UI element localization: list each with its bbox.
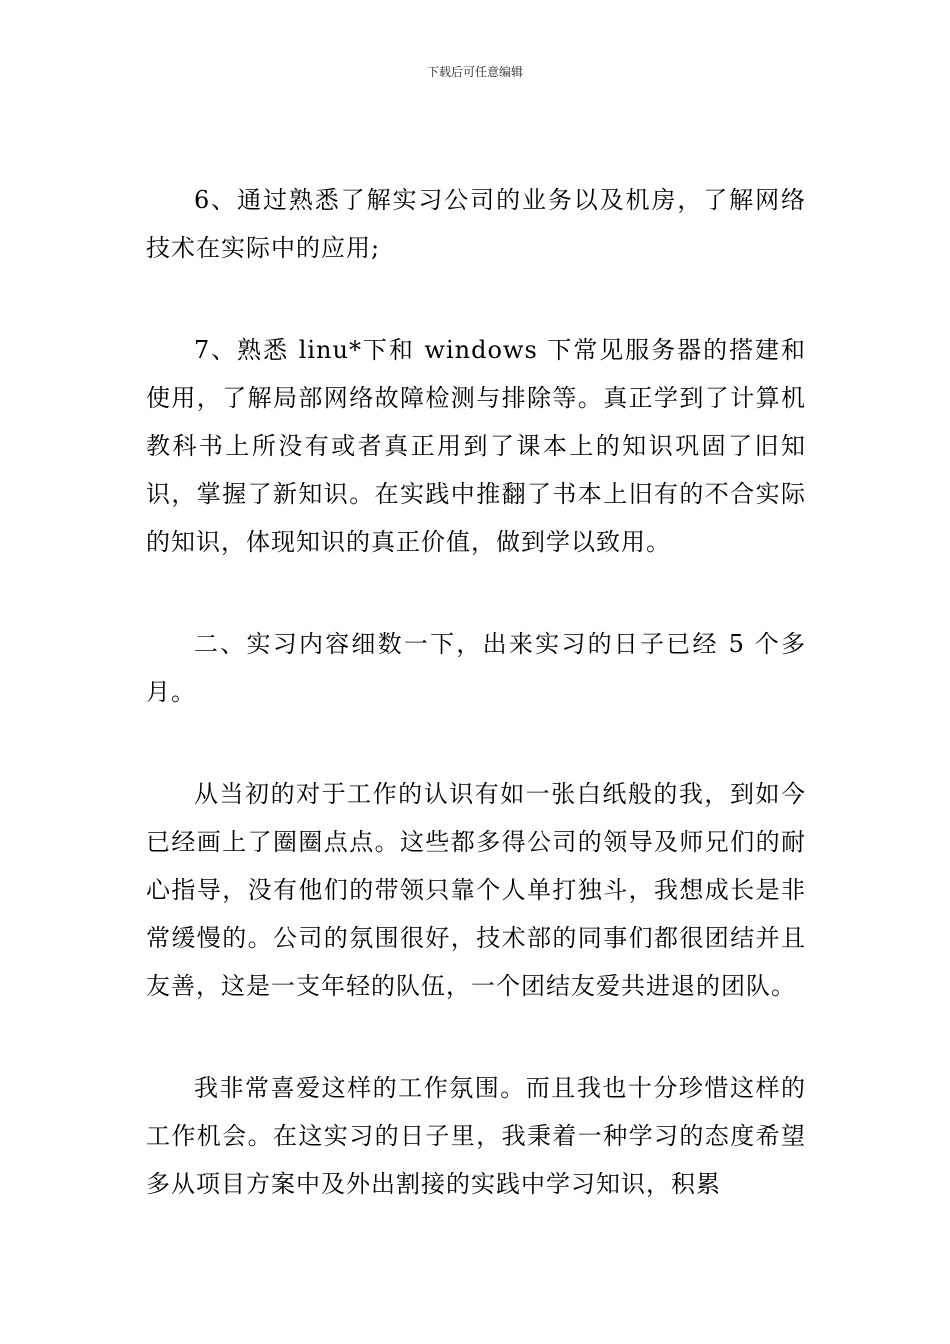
- page-header: 下载后可任意编辑: [426, 65, 523, 79]
- paragraph-work-atmosphere: 我非常喜爱这样的工作氛围。而且我也十分珍惜这样的工作机会。在这实习的日子里，我秉着一种学习的态度希望多从项目方案中及外出割接的实践中学习知识，积累: [146, 1074, 806, 1198]
- document-body: [146, 176, 806, 1208]
- paragraph-work-understanding: 从当初的对于工作的认识有如一张白纸般的我，到如今已经画上了圈圈点点。这些都多得公司的领导及师兄们的耐心指导，没有他们的带领只靠个人单打独斗，我想成长是非常缓慢的。公司的氛围很好，技术部的同事们都很团结并且友善，这是一支年轻的队伍，一个团结友爱共进退的团队。: [146, 780, 806, 1000]
- section-heading-internship-content: 二、实习内容细数一下，出来实习的日子已经 5 个多月。: [146, 630, 806, 706]
- paragraph-item-7: 7、熟悉 linu*下和 windows 下常见服务器的搭建和使用，了解局部网络故障检测与排除等。真正学到了计算机教科书上所没有或者真正用到了课本上的知识巩固了旧知识，掌握了新知识。在实践中推翻了书本上旧有的不合实际的知识，体现知识的真正价值，做到学以致用。: [146, 336, 806, 556]
- paragraph-item-6: 6、通过熟悉了解实习公司的业务以及机房，了解网络技术在实际中的应用;: [146, 186, 806, 262]
